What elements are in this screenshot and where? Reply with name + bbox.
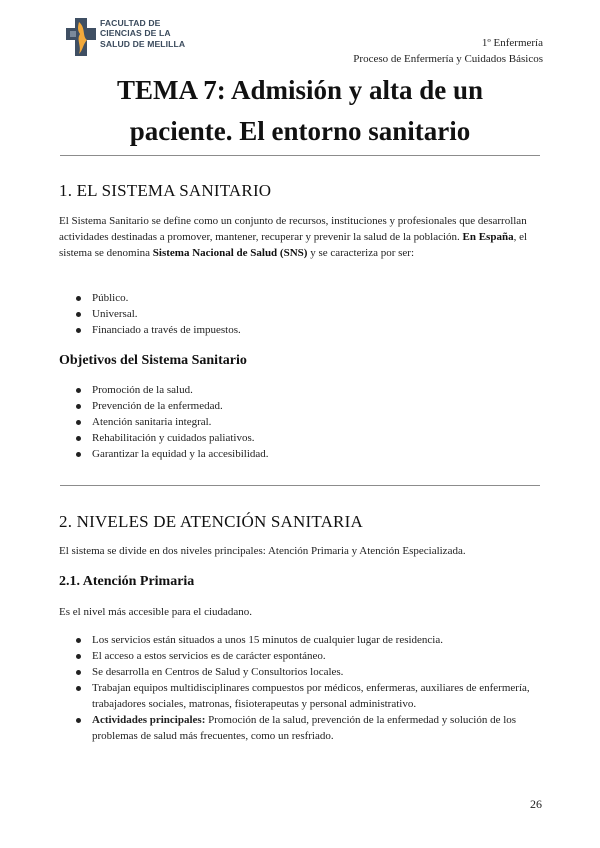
intro-text: El Sistema Sanitario se define como un conjunto de recursos, instituciones y profesionales que desarrollan actividades destinadas a promover, mantener, recuperar y prevenir la salud de la población. — [59, 215, 527, 243]
list-item — [59, 664, 545, 680]
list-item-text: Público. — [92, 292, 129, 304]
list-item-text: Garantizar la equidad y la accesibilidad. — [92, 448, 269, 460]
section-intro — [59, 213, 543, 261]
characteristics-list — [59, 290, 545, 338]
section-heading: 2. NIVELES DE ATENCIÓN SANITARIA — [59, 512, 363, 531]
subsection-heading: Objetivos del Sistema Sanitario — [59, 353, 247, 368]
logo-text — [100, 18, 185, 49]
list-item-text: Rehabilitación y cuidados paliativos. — [92, 432, 255, 444]
list-item-text: Los servicios están situados a unos 15 minutos de cualquier lugar de residencia. — [92, 634, 443, 646]
subsection-intro: Es el nivel más accesible para el ciudadano. — [59, 606, 253, 618]
bullet-icon — [76, 404, 81, 409]
list-item — [59, 414, 545, 430]
title-line: TEMA 7: Admisión y alta de un — [116, 75, 484, 105]
bullet-icon — [76, 654, 81, 659]
list-item — [59, 648, 545, 664]
list-item — [59, 712, 545, 744]
intro-bold: En España — [462, 231, 514, 243]
list-item-text: El acceso a estos servicios es de carácter espontáneo. — [92, 650, 326, 662]
bullet-icon — [76, 452, 81, 457]
bullet-icon — [76, 670, 81, 675]
list-item-text: Promoción de la salud. — [92, 384, 193, 396]
logo-line: CIENCIAS DE LA — [100, 28, 171, 39]
list-item — [59, 632, 545, 648]
list-item-text: Prevención de la enfermedad. — [92, 400, 223, 412]
divider — [60, 155, 540, 156]
faculty-logo — [66, 18, 206, 58]
page-title — [60, 70, 540, 152]
bullet-icon — [76, 686, 81, 691]
list-item-text: Atención sanitaria integral. — [92, 416, 212, 428]
list-item-text: Universal. — [92, 308, 138, 320]
list-item — [59, 306, 545, 322]
bullet-icon — [76, 312, 81, 317]
activities-label: Actividades principales: — [92, 714, 206, 726]
list-item-text: Trabajan equipos multidisciplinares compuestos por médicos, enfermeras, auxiliares de enfermería, trabajadores sociales, matronas, fisioterapeutas y personal administrativo. — [92, 682, 530, 710]
activities-text: Promoción de la salud, prevención de la enfermedad y solución de los problemas de salud más frecuentes, como un resfriado. — [92, 714, 517, 742]
list-item-text: Se desarrolla en Centros de Salud y Consultorios locales. — [92, 666, 344, 678]
cross-emblem-icon — [66, 18, 96, 56]
list-item — [59, 322, 545, 338]
list-item — [59, 398, 545, 414]
intro-text: , el sistema se denomina — [59, 231, 528, 259]
running-header — [353, 36, 543, 67]
bullet-icon — [76, 420, 81, 425]
bullet-icon — [76, 718, 81, 723]
intro-text: y se caracteriza por ser: — [307, 247, 415, 259]
course-label: 1º Enfermería — [481, 37, 543, 49]
section-heading: 1. EL SISTEMA SANITARIO — [59, 181, 272, 200]
intro-bold: Sistema Nacional de Salud (SNS) — [152, 247, 308, 259]
list-item — [59, 382, 545, 398]
title-line: paciente. El entorno sanitario — [129, 116, 471, 146]
subject-label: Proceso de Enfermería y Cuidados Básicos — [353, 52, 543, 65]
list-item — [59, 430, 545, 446]
page-number: 26 — [530, 797, 542, 811]
objectives-list — [59, 382, 545, 462]
bullet-icon — [76, 638, 81, 643]
bullet-icon — [76, 436, 81, 441]
list-item — [59, 680, 545, 712]
logo-line: FACULTAD DE — [100, 18, 161, 28]
bullet-icon — [76, 388, 81, 393]
list-item — [59, 446, 545, 462]
section-intro: El sistema se divide en dos niveles principales: Atención Primaria y Atención Especializada. — [59, 545, 466, 557]
logo-line: SALUD DE MELILLA — [100, 38, 186, 49]
primary-care-list — [59, 632, 545, 744]
list-item — [59, 290, 545, 306]
subsection-heading: 2.1. Atención Primaria — [59, 574, 195, 589]
divider — [60, 485, 540, 486]
bullet-icon — [76, 328, 81, 333]
list-item-text: Financiado a través de impuestos. — [92, 324, 241, 336]
bullet-icon — [76, 296, 81, 301]
